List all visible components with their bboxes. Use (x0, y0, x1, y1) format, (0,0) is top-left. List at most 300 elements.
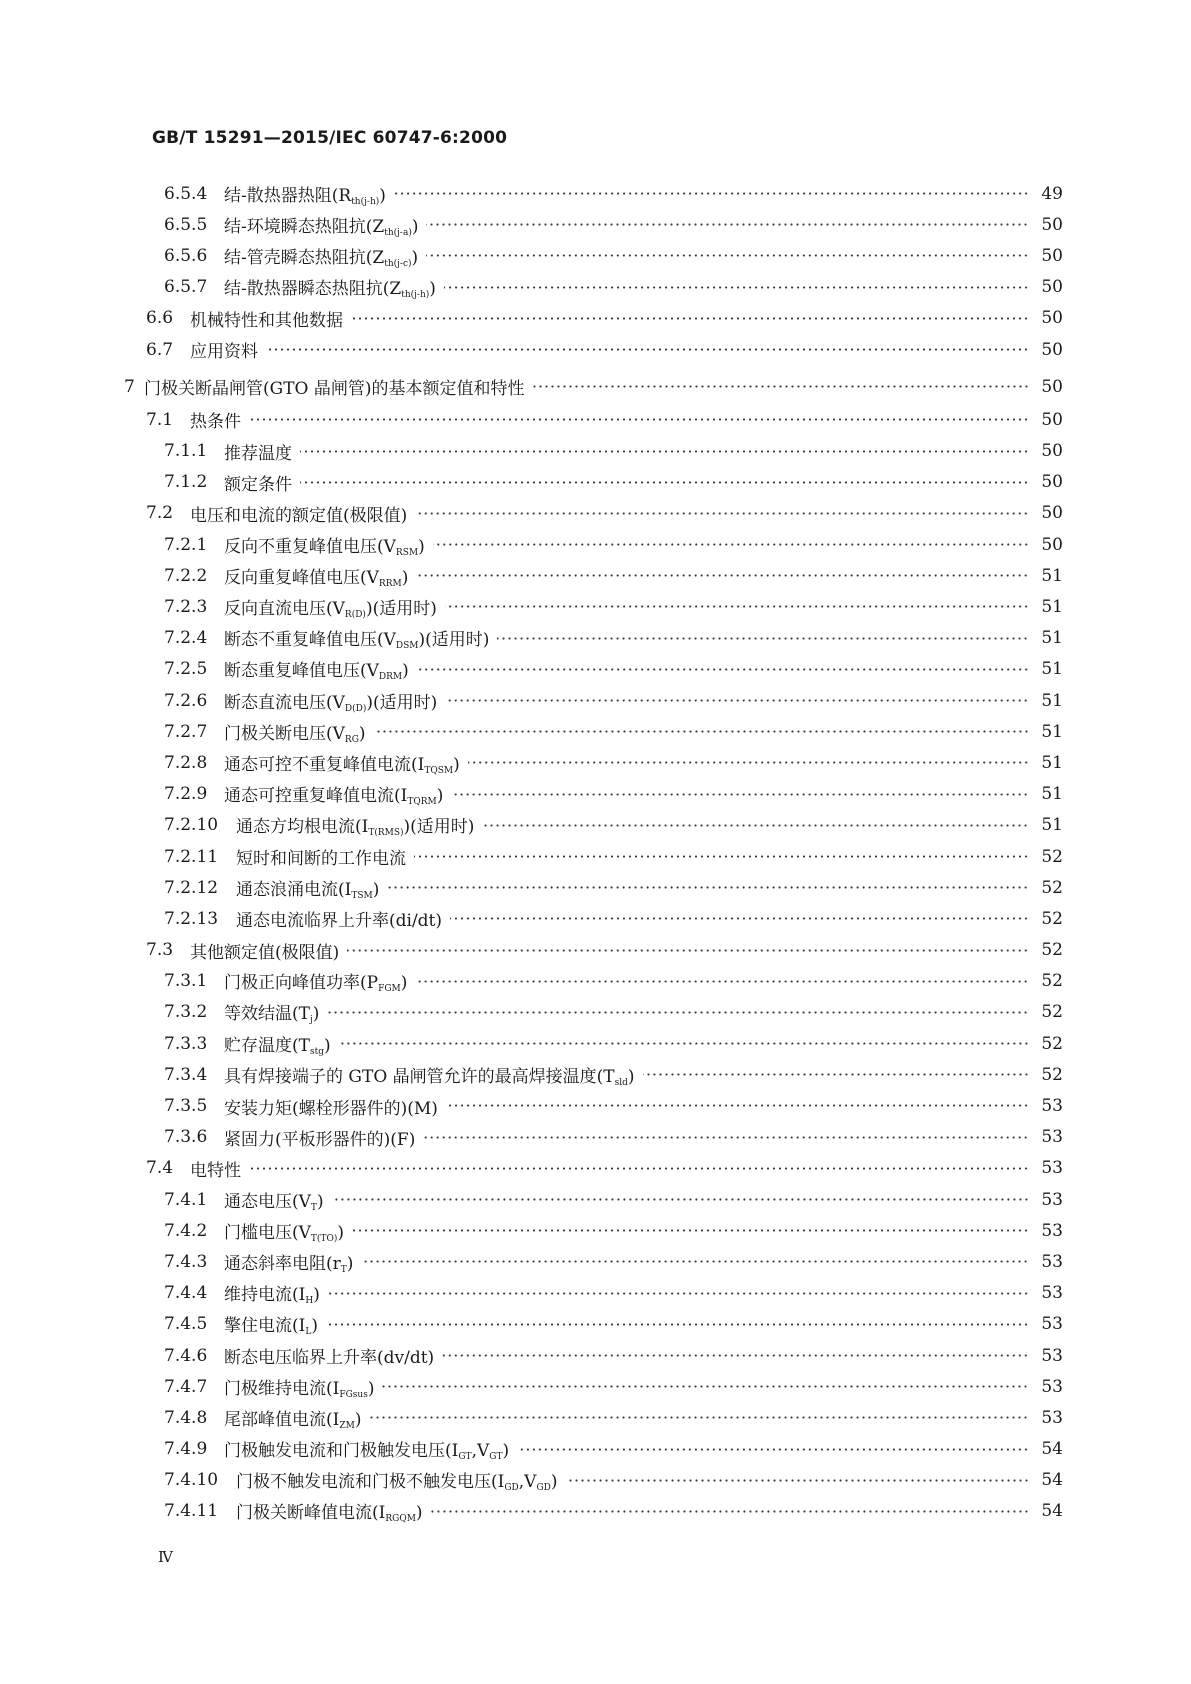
toc-entry[interactable] (0, 903, 1191, 934)
toc-entry[interactable] (0, 404, 1191, 435)
toc-leader-dots (415, 498, 1029, 529)
toc-entry-page: 54 (1041, 1470, 1063, 1491)
toc-entry-number: 7.2.5 (164, 659, 208, 680)
toc-entry-title-suffix: ) (337, 1222, 344, 1243)
toc-entry-number: 6.5.7 (164, 277, 208, 298)
toc-entry-number: 7.2.2 (164, 565, 208, 586)
toc-entry-number: 7.4.8 (164, 1407, 208, 1428)
toc-entry-title (224, 243, 418, 269)
toc-entry-title-text: 断态电压临界上升率(dv/dt) (224, 1348, 435, 1369)
toc-entry-number: 7.2.11 (164, 846, 219, 867)
toc-entry-subscript: th(j-a) (384, 227, 412, 238)
toc-entry-number: 7.2.6 (164, 690, 208, 711)
toc-entry-title (224, 750, 460, 776)
toc-entry[interactable] (0, 436, 1191, 467)
toc-entry-title-text: 安装力矩(螺栓形器件的)(M) (224, 1098, 438, 1119)
toc-entry-title (224, 1249, 353, 1275)
toc-entry-title (144, 374, 525, 399)
toc-entry-title (236, 812, 474, 838)
toc-leader-dots (327, 997, 1029, 1028)
toc-entry[interactable] (0, 272, 1191, 303)
toc-entry-page: 53 (1041, 1220, 1063, 1241)
toc-leader-dots (517, 1434, 1029, 1465)
toc-entry-number: 7.1.2 (164, 472, 208, 493)
toc-entry[interactable] (0, 498, 1191, 529)
toc-entry-number: 6.7 (146, 339, 174, 360)
toc-entry-title-text: 应用资料 (190, 342, 258, 363)
toc-entry-title-text: 其他额定值(极限值) (190, 942, 340, 963)
toc-entry-page: 51 (1041, 659, 1063, 680)
toc-entry-number: 7.1 (146, 409, 174, 430)
toc-entry-title-text: 机械特性和其他数据 (190, 310, 343, 331)
toc-entry-title (236, 875, 379, 901)
toc-entry-page: 52 (1041, 1002, 1063, 1023)
toc-entry-page: 51 (1041, 721, 1063, 742)
toc-entry-title (224, 1218, 344, 1244)
toc-entry-number: 6.5.6 (164, 245, 208, 266)
table-of-contents (0, 178, 1191, 1527)
toc-entry-page: 50 (1041, 214, 1063, 235)
toc-entry-subscript: th(j-c) (384, 258, 412, 269)
toc-leader-dots (451, 779, 1029, 810)
toc-entry-title (224, 1062, 635, 1088)
toc-entry-title-text: 反向不重复峰值电压(V (224, 536, 396, 557)
toc-entry[interactable] (0, 1309, 1191, 1340)
toc-entry[interactable] (0, 1465, 1191, 1496)
toc-entry-title-suffix: ,V (471, 1441, 490, 1462)
toc-entry-subscript: th(j-h) (401, 290, 430, 301)
toc-entry-title (224, 1405, 361, 1431)
toc-entry-title (224, 625, 489, 651)
toc-entry-subscript: th(j-h) (351, 196, 380, 207)
toc-leader-dots (643, 1059, 1029, 1090)
toc-entry-title-suffix: )(适用时) (403, 817, 475, 838)
toc-entry[interactable] (0, 935, 1191, 966)
toc-entry-title (224, 968, 407, 994)
toc-entry-number: 7.3.4 (164, 1064, 208, 1085)
toc-entry-title-suffix: )(适用时) (365, 599, 437, 620)
toc-entry-title-suffix: ) (436, 786, 444, 807)
toc-entry-page: 51 (1041, 597, 1063, 618)
toc-entry-page: 53 (1041, 1189, 1063, 1210)
toc-entry-title (236, 906, 442, 931)
toc-entry-number: 7.3.5 (164, 1096, 208, 1117)
toc-entry-title (224, 1343, 434, 1368)
toc-entry-title-suffix: ) (402, 661, 409, 682)
toc-entry-number: 6.5.4 (164, 183, 208, 204)
toc-leader-dots (417, 654, 1029, 685)
toc-entry-number: 7.2.1 (164, 534, 208, 555)
toc-entry-page: 51 (1041, 690, 1063, 711)
toc-entry-page: 52 (1041, 971, 1063, 992)
toc-entry-subscript: TSM (351, 890, 373, 901)
toc-leader-dots (361, 1246, 1029, 1277)
toc-entry-title-text: 具有焊接端子的 GTO 晶闸管允许的最高焊接温度(T (224, 1066, 615, 1087)
toc-entry-title-suffix: ) (429, 279, 436, 300)
toc-leader-dots (445, 591, 1029, 622)
toc-entry-title (190, 337, 258, 362)
toc-entry-number: 7.4.3 (164, 1251, 208, 1272)
toc-entry-number: 7.2 (146, 503, 174, 524)
toc-entry-title-text: 反向重复峰值电压(V (224, 567, 379, 588)
toc-entry-title-text: 门极不触发电流和门极不触发电压(I (236, 1472, 505, 1493)
toc-entry-title (224, 470, 292, 495)
toc-entry-title-text: 通态方均根电流(I (236, 817, 369, 838)
toc-entry-page: 53 (1041, 1127, 1063, 1148)
toc-entry-number: 7.3.2 (164, 1002, 208, 1023)
toc-entry-page: 50 (1041, 534, 1063, 555)
toc-entry[interactable] (0, 1215, 1191, 1246)
toc-entry-title (224, 274, 436, 300)
toc-entry-number: 7.4.4 (164, 1283, 208, 1304)
toc-entry-subscript: TQSM (424, 765, 454, 776)
toc-entry-page: 53 (1041, 1407, 1063, 1428)
toc-entry-title (224, 781, 443, 807)
toc-entry-title (190, 938, 339, 963)
toc-leader-dots (328, 1278, 1029, 1309)
toc-entry-title-text: 结-散热器瞬态热阻抗(Z (224, 279, 402, 300)
page-number-footer: Ⅳ (158, 1548, 173, 1566)
toc-entry-title (190, 306, 343, 331)
toc-entry-title-suffix: ) (313, 1285, 320, 1306)
toc-entry-title-text: 通态电流临界上升率(di/dt) (236, 911, 443, 932)
toc-entry-title-text: 门槛电压(V (224, 1222, 311, 1243)
toc-leader-dots (431, 1496, 1029, 1527)
toc-entry-page: 50 (1041, 472, 1063, 493)
toc-entry-number: 7.2.3 (164, 597, 208, 618)
toc-entry-page: 51 (1041, 752, 1063, 773)
toc-leader-dots (374, 716, 1029, 747)
toc-entry-number: 7.1.1 (164, 441, 208, 462)
toc-entry-page: 53 (1041, 1158, 1063, 1179)
toc-entry-subscript: T(TO) (310, 1233, 338, 1244)
toc-entry-title-text: 电压和电流的额定值(极限值) (190, 505, 408, 526)
toc-entry-page: 53 (1041, 1283, 1063, 1304)
toc-entry[interactable] (0, 1028, 1191, 1059)
toc-entry[interactable] (0, 779, 1191, 810)
toc-entry-subscript: DSM (395, 641, 419, 652)
toc-entry-number: 6.5.5 (164, 214, 208, 235)
toc-entry-title (224, 439, 292, 464)
toc-entry-title-text: 额定条件 (224, 474, 292, 495)
toc-entry[interactable] (0, 1090, 1191, 1121)
toc-entry-title (224, 594, 437, 620)
toc-leader-dots (387, 872, 1029, 903)
toc-entry-title-text: 擎住电流(I (224, 1316, 306, 1337)
toc-entry-title (190, 1156, 241, 1181)
toc-entry-page: 53 (1041, 1376, 1063, 1397)
toc-entry-page: 51 (1041, 784, 1063, 805)
toc-entry-title-text: 通态斜率电阻(r (224, 1253, 341, 1274)
toc-entry-title (236, 844, 406, 869)
toc-entry-page: 50 (1041, 376, 1063, 397)
toc-leader-dots (300, 436, 1029, 467)
toc-entry-subscript: sld (614, 1077, 628, 1088)
toc-entry-title (224, 1311, 318, 1337)
toc-entry-title-text: 通态浪涌电流(I (236, 879, 352, 900)
toc-entry-title-text: 结-散热器热阻(R (224, 185, 352, 206)
toc-entry[interactable] (0, 1184, 1191, 1215)
toc-entry-page: 51 (1041, 628, 1063, 649)
toc-leader-dots (533, 371, 1029, 402)
toc-leader-dots (300, 467, 1029, 498)
toc-entry[interactable] (0, 1496, 1191, 1527)
toc-entry-page: 50 (1041, 409, 1063, 430)
toc-leader-dots (450, 903, 1029, 934)
toc-entry-page: 51 (1041, 565, 1063, 586)
document-header: GB/T 15291—2015/IEC 60747-6:2000 (152, 128, 508, 148)
toc-entry-number: 7.2.12 (164, 877, 219, 898)
toc-leader-dots (442, 1340, 1029, 1371)
toc-leader-dots (445, 685, 1029, 716)
toc-leader-dots (347, 935, 1029, 966)
toc-entry-subscript: D(D) (344, 703, 367, 714)
toc-entry-page: 54 (1041, 1439, 1063, 1460)
toc-entry-subscript: R(D) (344, 610, 366, 621)
toc-entry-title-suffix: ) (323, 1035, 331, 1056)
toc-entry-title (236, 1467, 558, 1493)
toc-entry-number: 7.4.7 (164, 1376, 208, 1397)
toc-entry-page: 52 (1041, 1033, 1063, 1054)
toc-entry-number: 7.3.1 (164, 971, 208, 992)
toc-entry-title-text: 断态重复峰值电压(V (224, 661, 379, 682)
toc-entry-title-text: 尾部峰值电流(I (224, 1409, 340, 1430)
toc-entry-page: 53 (1041, 1251, 1063, 1272)
toc-leader-dots (369, 1402, 1029, 1433)
toc-entry-number: 7.4.1 (164, 1189, 208, 1210)
toc-entry-title-text: 门极关断晶闸管(GTO 晶闸管)的基本额定值和特性 (144, 379, 525, 400)
toc-leader-dots (566, 1465, 1030, 1496)
toc-entry[interactable] (0, 1402, 1191, 1433)
toc-entry-title-text: 推荐温度 (224, 443, 292, 464)
toc-leader-dots (446, 1090, 1029, 1121)
toc-leader-dots (266, 334, 1029, 365)
toc-entry-title-text: 等效结温(T (224, 1004, 310, 1025)
toc-entry-subscript: FGM (378, 984, 401, 995)
toc-entry-title-suffix: ) (550, 1472, 558, 1493)
toc-entry[interactable] (0, 591, 1191, 622)
toc-leader-dots (352, 1215, 1029, 1246)
toc-entry-subscript: GT (458, 1452, 472, 1463)
toc-entry-title-suffix: ) (316, 1191, 324, 1212)
toc-entry[interactable] (0, 747, 1191, 778)
toc-entry[interactable] (0, 872, 1191, 903)
toc-entry-title-text: 反向直流电压(V (224, 599, 345, 620)
toc-entry[interactable] (0, 371, 1191, 402)
toc-entry-title-text: 结-环境瞬态热阻抗(Z (224, 216, 385, 237)
toc-entry[interactable] (0, 841, 1191, 872)
toc-entry-number: 7.2.13 (164, 908, 219, 929)
toc-entry-title-text: 断态不重复峰值电压(V (224, 630, 396, 651)
toc-entry[interactable] (0, 529, 1191, 560)
toc-entry-page: 50 (1041, 441, 1063, 462)
toc-entry-title-text: 门极维持电流(I (224, 1378, 340, 1399)
toc-entry-subscript: RGQM (385, 1514, 416, 1525)
toc-entry[interactable] (0, 1153, 1191, 1184)
toc-entry-title-suffix: ) (400, 973, 408, 994)
toc-entry-title-suffix: ) (502, 1441, 510, 1462)
toc-entry-title-suffix: )(适用时) (418, 630, 490, 651)
toc-leader-dots (415, 966, 1029, 997)
toc-entry-title-text: 热条件 (190, 412, 241, 433)
toc-entry[interactable] (0, 997, 1191, 1028)
toc-leader-dots (414, 841, 1029, 872)
toc-entry-title (224, 999, 319, 1025)
toc-entry-title-suffix: ) (411, 216, 419, 237)
toc-entry-title-text: 门极正向峰值功率(P (224, 973, 379, 994)
toc-entry-title-suffix: ) (411, 247, 419, 268)
toc-entry-page: 52 (1041, 846, 1063, 867)
toc-entry-title-text: 门极关断峰值电流(I (236, 1503, 386, 1524)
toc-leader-dots (433, 529, 1029, 560)
toc-entry-subscript: H (305, 1296, 314, 1307)
toc-entry[interactable] (0, 1278, 1191, 1309)
toc-entry-title-text: 门极触发电流和门极触发电压(I (224, 1441, 459, 1462)
toc-entry-title-suffix: ) (379, 185, 386, 206)
toc-entry-subscript: T(RMS) (368, 828, 404, 839)
toc-entry-subscript: RRM (378, 578, 402, 589)
toc-entry[interactable] (0, 623, 1191, 654)
toc-entry-subscript: j (309, 1015, 313, 1026)
toc-entry[interactable] (0, 209, 1191, 240)
toc-entry-title-text: 断态直流电压(V (224, 692, 345, 713)
toc-entry-title-text: 通态可控不重复峰值电流(I (224, 754, 425, 775)
toc-entry-title (224, 532, 425, 558)
toc-entry-title-suffix: ) (312, 1004, 320, 1025)
toc-entry-title-suffix: )(适用时) (366, 692, 438, 713)
toc-entry-title-suffix: ) (453, 754, 460, 775)
toc-entry-title-text: 短时和间断的工作电流 (236, 849, 406, 870)
toc-entry-page: 54 (1041, 1501, 1063, 1522)
toc-entry-subscript: TQRM (407, 797, 437, 808)
toc-entry-page: 50 (1041, 277, 1063, 298)
toc-entry-title-text: 门极关断电压(V (224, 723, 345, 744)
toc-entry-subscript: GD (536, 1483, 551, 1494)
toc-entry[interactable] (0, 685, 1191, 716)
toc-entry[interactable] (0, 1340, 1191, 1371)
toc-entry-page: 52 (1041, 1064, 1063, 1085)
toc-entry-subscript: RSM (395, 547, 419, 558)
toc-leader-dots (482, 810, 1029, 841)
toc-entry-title (190, 501, 407, 526)
toc-entry-number: 7.3.6 (164, 1127, 208, 1148)
toc-entry-page: 49 (1041, 183, 1063, 204)
toc-entry-subscript: stg (309, 1046, 324, 1057)
toc-leader-dots (468, 747, 1029, 778)
toc-entry-page: 52 (1041, 877, 1063, 898)
toc-entry-title-suffix: ) (367, 1378, 375, 1399)
toc-leader-dots (326, 1309, 1029, 1340)
toc-leader-dots (249, 404, 1029, 435)
toc-entry-subscript: L (305, 1327, 312, 1338)
toc-leader-dots (497, 623, 1029, 654)
toc-entry-title (190, 407, 241, 432)
toc-entry-title (224, 1031, 331, 1057)
toc-entry-title-suffix: ) (401, 567, 409, 588)
toc-entry-number: 7.3.3 (164, 1033, 208, 1054)
toc-entry-number: 7.3 (146, 940, 174, 961)
toc-entry-title-text: 通态可控重复峰值电流(I (224, 786, 408, 807)
toc-entry-title-suffix: ) (627, 1066, 635, 1087)
toc-entry[interactable] (0, 1371, 1191, 1402)
toc-entry-title-suffix: ) (415, 1503, 423, 1524)
toc-entry-title (236, 1498, 423, 1524)
toc-entry[interactable] (0, 1122, 1191, 1153)
toc-entry-number: 7.4.5 (164, 1314, 208, 1335)
toc-entry[interactable] (0, 303, 1191, 334)
toc-entry-title-suffix: ) (418, 536, 425, 557)
toc-entry-number: 7.4.11 (164, 1501, 219, 1522)
toc-entry-title (224, 1187, 324, 1213)
toc-entry-page: 53 (1041, 1096, 1063, 1117)
toc-entry[interactable] (0, 1434, 1191, 1465)
toc-entry-number: 7.4.10 (164, 1470, 219, 1491)
toc-leader-dots (444, 272, 1029, 303)
toc-entry[interactable] (0, 716, 1191, 747)
toc-entry-title (224, 1280, 320, 1306)
toc-entry-title-suffix: ) (372, 879, 380, 900)
toc-entry-page: 51 (1041, 815, 1063, 836)
toc-entry-page: 52 (1041, 908, 1063, 929)
toc-entry-title (224, 1125, 415, 1150)
toc-entry[interactable] (0, 334, 1191, 365)
toc-leader-dots (426, 240, 1029, 271)
toc-leader-dots (426, 209, 1029, 240)
toc-entry-page: 50 (1041, 339, 1063, 360)
toc-entry[interactable] (0, 966, 1191, 997)
toc-leader-dots (382, 1371, 1029, 1402)
toc-entry-number: 7.2.8 (164, 752, 208, 773)
toc-entry-title-suffix: ) (358, 723, 366, 744)
toc-entry-subscript: DRM (378, 672, 403, 683)
toc-entry[interactable] (0, 1059, 1191, 1090)
toc-entry-title (224, 1094, 438, 1119)
toc-entry-title (224, 563, 408, 589)
toc-entry[interactable] (0, 560, 1191, 591)
toc-entry-subscript: RG (344, 734, 359, 745)
toc-entry-title-text: 紧固力(平板形器件的)(F) (224, 1129, 416, 1150)
toc-entry-title (224, 719, 366, 745)
toc-entry-title (224, 656, 409, 682)
toc-entry-title (224, 212, 418, 238)
toc-entry-subscript: GT (489, 1452, 503, 1463)
toc-entry-number: 7.2.7 (164, 721, 208, 742)
toc-entry-title (224, 688, 437, 714)
toc-entry[interactable] (0, 178, 1191, 209)
toc-entry[interactable] (0, 240, 1191, 271)
toc-entry-subscript: ZM (339, 1420, 355, 1431)
toc-leader-dots (394, 178, 1029, 209)
toc-entry-page: 53 (1041, 1314, 1063, 1335)
toc-entry-number: 7.2.4 (164, 628, 208, 649)
toc-entry-title (224, 1436, 509, 1462)
toc-entry[interactable] (0, 467, 1191, 498)
toc-entry-title-text: 维持电流(I (224, 1285, 306, 1306)
toc-leader-dots (423, 1122, 1029, 1153)
toc-entry-subscript: GD (504, 1483, 519, 1494)
toc-entry[interactable] (0, 1246, 1191, 1277)
toc-entry[interactable] (0, 654, 1191, 685)
toc-entry-page: 50 (1041, 245, 1063, 266)
toc-entry-number: 7.4.2 (164, 1220, 208, 1241)
toc-entry-title-text: 贮存温度(T (224, 1035, 310, 1056)
toc-leader-dots (351, 303, 1029, 334)
toc-entry-page: 52 (1041, 940, 1063, 961)
toc-entry-subscript: T (310, 1202, 317, 1213)
toc-entry-number: 7.4.6 (164, 1345, 208, 1366)
toc-leader-dots (416, 560, 1029, 591)
toc-entry[interactable] (0, 810, 1191, 841)
